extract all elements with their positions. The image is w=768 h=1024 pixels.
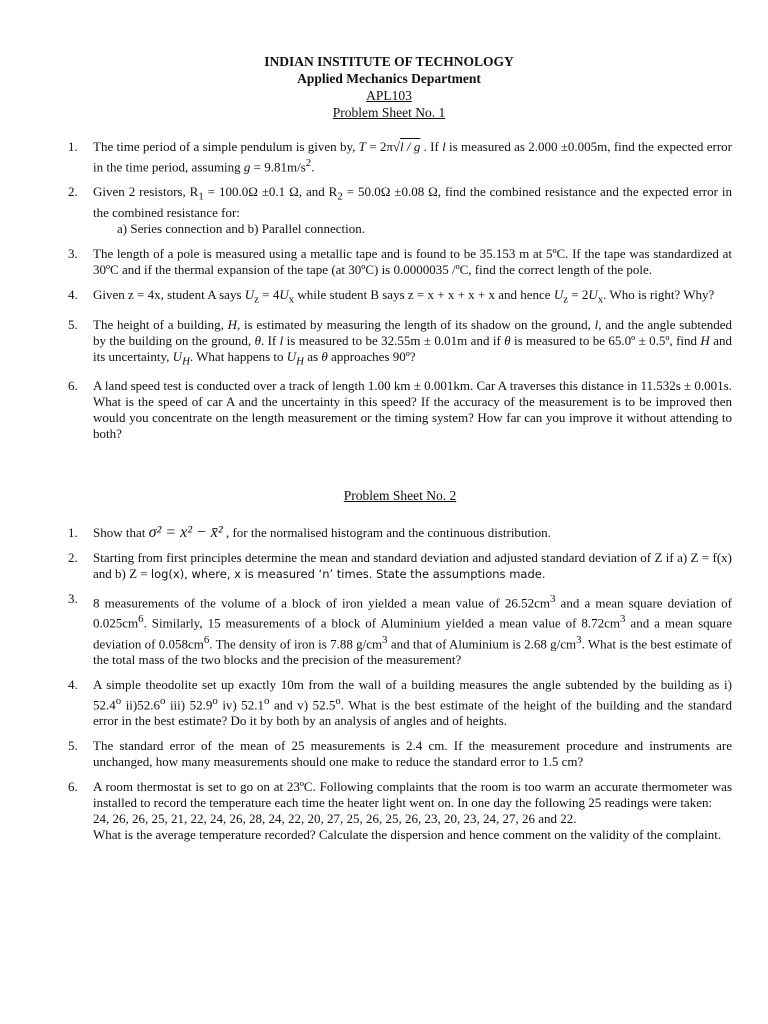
sheet2-question-2: 2. Starting from first principles determine the mean and standard deviation and adjusted standard deviation of Z if a) Z = f(x) and b) Z = log(x), where, x is measured ‘n’ times. State the assumptions made.: [68, 550, 732, 581]
sheet1-title: Problem Sheet No. 1: [332, 105, 446, 120]
sheet2-question-6: 6. A room thermostat is set to go on at 23ºC. Following complaints that the room is too warm an accurate thermometer was installed to record the temperature each time the heater light went on. In one day the following 25 readings were taken: 24, 26, 26, 25, 21, 22, 24, 26, 28, 24, 22, 20, 27, 25, 26, 25, 26, 23, 20, 23, 24, 27, 26 and 22. What is the average temperature recorded? Calculate the dispersion and hence comment on the validity of the complaint.: [68, 779, 732, 843]
variance-formula: σ² = x² − x̄²: [148, 524, 223, 541]
sheet2-title: Problem Sheet No. 2: [343, 488, 457, 503]
document-header: [0, 53, 768, 121]
sheet1-question-1: 1. The time period of a simple pendulum is given by, T = 2π√l / g . If l is measured as 2.000 ±0.005m, find the expected error in the time period, assuming $g = 9.81m/s^2$.: [68, 139, 732, 175]
sheet2-question-1: 1. Show that σ² = x² − x̄² , for the normalised histogram and the continuous distribution.: [68, 524, 551, 541]
problem-sheet-1: [68, 139, 732, 451]
sheet2-question-5: 5. The standard error of the mean of 25 measurements is 2.4 cm. If the measurement procedure and instruments are unchanged, how many measurements should one make to reduce the standard error to 1.5 cm?: [68, 738, 732, 770]
sheet1-question-5: 5. The height of a building, H, is estimated by measuring the length of its shadow on the ground, l, and the angle subtended by the building on the ground, θ. If l is measured to be 32.55m ± 0.01m and if θ is measured to be 65.0º ± 0.5º, find H and its uncertainty, $U_H$. What happens to $U_H$ as θ approaches 90º?: [68, 316, 733, 368]
sheet1-question-2: 2. Given 2 resistors, $R_1 = 100.0\Omega \pm 0.1$ Ω, and $R_2 = 50.0\Omega \pm 0.08$ Ω, find the combined resistance and the expected error in the combined resistance for: a) Series connection and b) Parallel connection.: [68, 184, 732, 236]
sheet1-question-6: 6. A land speed test is conducted over a track of length 1.00 km ± 0.001km. Car A traverses this distance in 11.532s ± 0.001s. What is the speed of car A and the uncertainty in this speed? If the accuracy of the measurement is to be improved then would you concentrate on the length measurement or the timing system? How far can you improve it without attending to both?: [68, 378, 732, 442]
sheet1-question-2-part: a) Series connection and b) Parallel connection.: [117, 220, 365, 236]
temperature-readings: 24, 26, 26, 25, 21, 22, 24, 26, 28, 24, 22, 20, 27, 25, 26, 25, 26, 23, 20, 23, 24, 27, 26 and 22.: [93, 811, 577, 827]
course-code: APL103: [366, 88, 412, 103]
sheet2-question-3: 3. 8 measurements of the volume of a block of iron yielded a mean value of $26.52cm^3$ and a mean square deviation of $0.025cm^6$. Similarly, 15 measurements of a block of Aluminium yielded a mean value of $8.72cm^3$ and a mean square deviation of $0.058cm^6$. The density of iron is 7.88 $g/cm^3$ and that of Aluminium is 2.68 $g/cm^3$. What is the best estimate of the total mass of the two blocks and the precision of the measurement?: [68, 591, 732, 667]
department-name: Applied Mechanics Department: [297, 71, 481, 86]
sqrt-radicand: l / g: [400, 139, 421, 154]
problem-sheet-2: [68, 525, 732, 852]
sheet1-question-3: 3. The length of a pole is measured using a metallic tape and is found to be 35.153 m at 5ºC. If the tape was standardized at 30ºC and if the thermal expansion of the tape (at 30ºC) is 0.0000035 /ºC, find the correct length of the pole.: [68, 245, 732, 277]
sheet1-question-4: 4. Given z = 4x, student A says $U_z = 4U_x$ while student B says z = x + x + x + x and hence $U_z = 2U_x$. Who is right? Why?: [68, 286, 715, 306]
sheet2-question-4: 4. A simple theodolite set up exactly 10m from the wall of a building measures the angle subtended by the building as i) 52.4$^o$ ii)52.6$^o$ iii) 52.9$^o$ iv) 52.1$^o$ and v) 52.5$^o$. What is the best estimate of the height of the building and the standard error in the best estimate? Do it by both by an analysis of angles and of heights.: [68, 676, 732, 729]
sheet2-question-6-ask: What is the average temperature recorded? Calculate the dispersion and hence comment on the validity of the complaint.: [93, 827, 722, 843]
institute-name: INDIAN INSTITUTE OF TECHNOLOGY: [264, 54, 514, 69]
